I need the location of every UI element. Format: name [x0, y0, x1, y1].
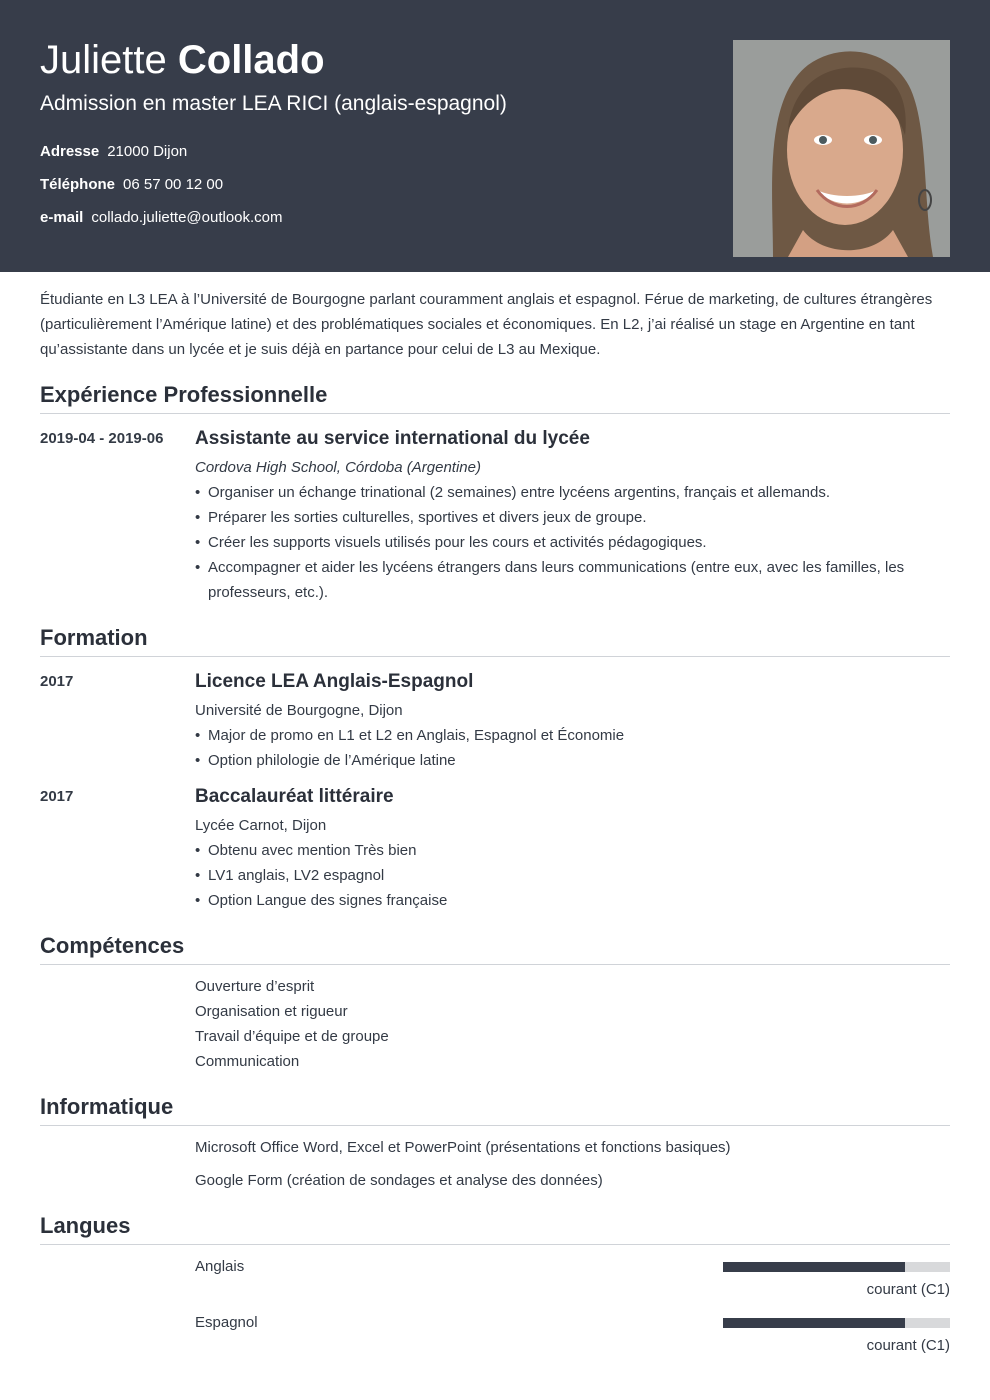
full-name [40, 36, 325, 84]
entry-date: 2019-04 - 2019-06 [40, 430, 164, 447]
contact-email [40, 208, 283, 228]
header-banner [0, 0, 990, 272]
language-level-fill [723, 1318, 905, 1328]
contact-phone [40, 175, 223, 195]
bullet-item: • Option philologie de l’Amérique latine [195, 748, 925, 773]
profile-photo [733, 40, 950, 257]
contact-label: Adresse [40, 143, 100, 160]
contact-label: e-mail [40, 209, 84, 226]
entry-bullets [195, 723, 925, 773]
skill-item: Travail d’équipe et de groupe [195, 1028, 389, 1045]
language-level-fill [723, 1262, 905, 1272]
bullet-item: • Major de promo en L1 et L2 en Anglais, Espagnol et Économie [195, 723, 925, 748]
portrait-image [733, 40, 950, 257]
section-title-languages: Langues [40, 1211, 950, 1245]
it-item: Microsoft Office Word, Excel et PowerPoint (présentations et fonctions basiques) [195, 1139, 731, 1156]
entry-date: 2017 [40, 788, 74, 805]
entry-title: Assistante au service international du lycée [195, 428, 590, 449]
language-level-text: courant (C1) [866, 1337, 950, 1354]
bullet-item: • Accompagner et aider les lycéens étrangers dans leurs communications (entre eux, avec les familles, les professeurs, etc.). [195, 555, 925, 605]
profile-summary: Étudiante en L3 LEA à l’Université de Bourgogne parlant couramment anglais et espagnol. Férue de marketing, de cultures étrangères (particulièrement l’Amérique latine) et des problématiques sociales et économiques. En L2, j’ai réalisé un stage en Argentine en tant qu’assistante dans un lycée et je suis déjà en partance pour celui de L3 au Mexique. [40, 291, 933, 358]
language-level-text: courant (C1) [866, 1281, 950, 1298]
bullet-item: • Préparer les sorties culturelles, sportives et divers jeux de groupe. [195, 505, 925, 530]
job-title: Admission en master LEA RICI (anglais-espagnol) [40, 92, 507, 115]
bullet-item: • LV1 anglais, LV2 espagnol [195, 863, 925, 888]
it-item: Google Form (création de sondages et analyse des données) [195, 1172, 603, 1189]
section-title-experience: Expérience Professionnelle [40, 380, 950, 414]
entry-title: Baccalauréat littéraire [195, 786, 394, 807]
contact-value: collado.juliette@outlook.com [91, 209, 283, 226]
last-name: Collado [177, 38, 325, 82]
language-level-bar [723, 1318, 950, 1328]
skill-item: Ouverture d’esprit [195, 978, 315, 995]
entry-place: Université de Bourgogne, Dijon [195, 702, 403, 719]
section-title-skills: Compétences [40, 931, 950, 965]
skills-list [195, 974, 389, 1074]
contact-label: Téléphone [40, 176, 116, 193]
entry-title: Licence LEA Anglais-Espagnol [195, 671, 474, 692]
entry-date: 2017 [40, 673, 74, 690]
first-name: Juliette [40, 38, 167, 82]
section-title-it: Informatique [40, 1092, 950, 1126]
bullet-item: • Obtenu avec mention Très bien [195, 838, 925, 863]
contact-address [40, 142, 187, 162]
skill-item: Communication [195, 1053, 300, 1070]
entry-place: Lycée Carnot, Dijon [195, 817, 327, 834]
bullet-item: • Créer les supports visuels utilisés pour les cours et activités pédagogiques. [195, 530, 925, 555]
language-name: Anglais [195, 1258, 245, 1275]
entry-bullets [195, 480, 925, 605]
contact-value: 21000 Dijon [107, 143, 188, 160]
bullet-item: • Organiser un échange trinational (2 semaines) entre lycéens argentins, français et allemands. [195, 480, 925, 505]
entry-place: Cordova High School, Córdoba (Argentine) [195, 459, 481, 476]
skill-item: Organisation et rigueur [195, 1003, 348, 1020]
language-level-bar [723, 1262, 950, 1272]
entry-bullets [195, 838, 925, 913]
section-title-education: Formation [40, 623, 950, 657]
language-name: Espagnol [195, 1314, 258, 1331]
contact-value: 06 57 00 12 00 [123, 176, 224, 193]
bullet-item: • Option Langue des signes française [195, 888, 925, 913]
